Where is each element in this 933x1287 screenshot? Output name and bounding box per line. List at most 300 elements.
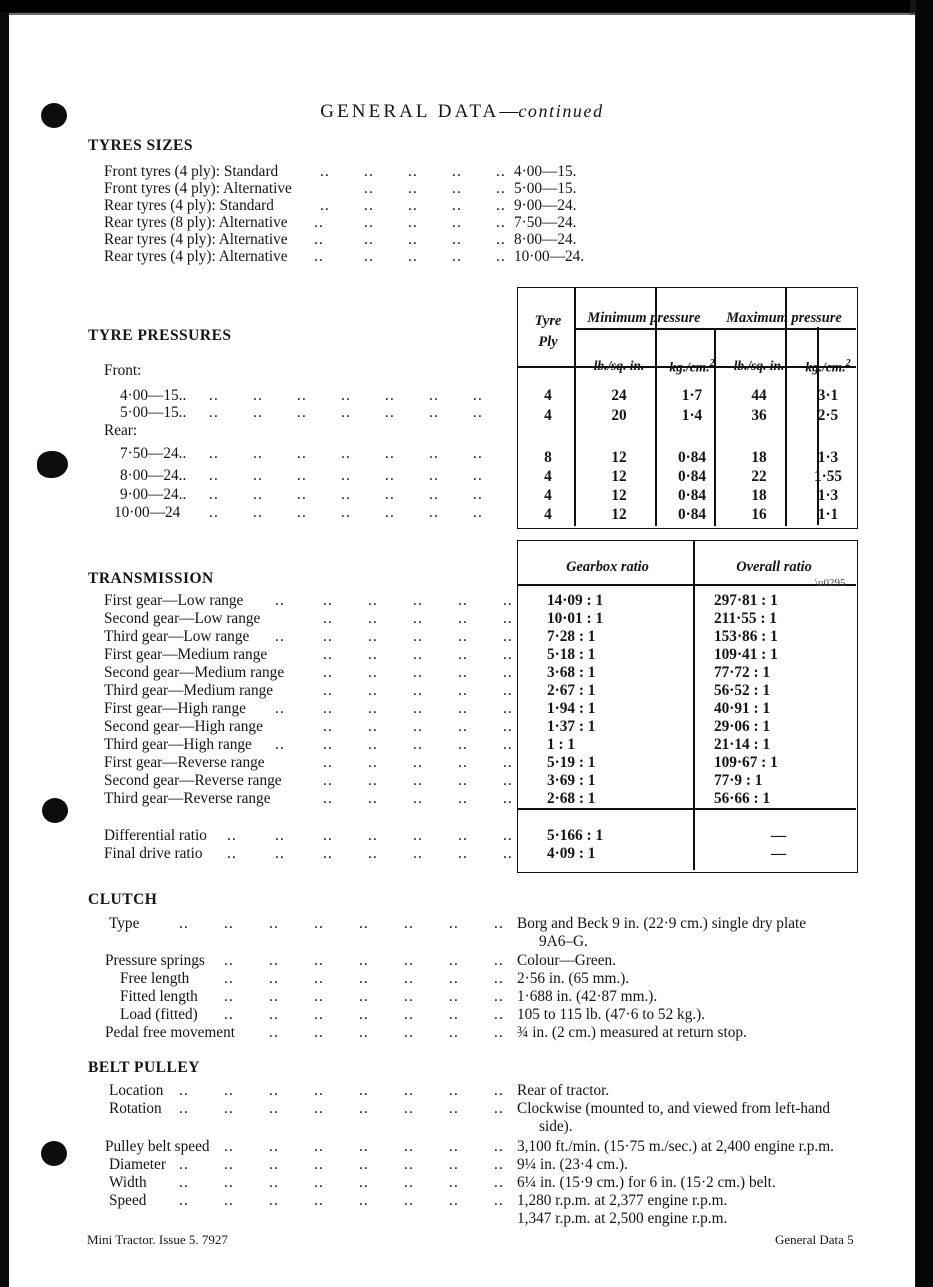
section-heading-clutch: CLUTCH [88, 891, 158, 908]
belt-pulley-value-1-line2: side). [539, 1118, 573, 1135]
leader-dots: .. [227, 827, 238, 844]
leader-dots: .. [359, 1024, 370, 1041]
leader-dots: .. [269, 1192, 280, 1209]
transmission-label-0: First gear—Low range [104, 592, 244, 609]
leader-dots: .. [458, 592, 469, 609]
leader-dots: .. [314, 988, 325, 1005]
leader-dots: .. [429, 467, 440, 484]
leader-dots: .. [413, 682, 424, 699]
tyre-pressures-label-1: 5·00—15.. [120, 404, 187, 421]
tyre-pressures-sub-min-lb: lb./sq. in. [593, 358, 645, 373]
leader-dots: .. [458, 845, 469, 862]
leader-dots: .. [359, 988, 370, 1005]
page-edge-right [915, 0, 933, 1287]
leader-dots: .. [368, 700, 379, 717]
leader-dots: .. [404, 1100, 415, 1117]
leader-dots: .. [253, 486, 264, 503]
table-cell-overall-ratio: 211·55 : 1 [714, 610, 777, 627]
table-cell-overall-ratio: 153·86 : 1 [714, 628, 778, 645]
leader-dots: .. [224, 1100, 235, 1117]
tyres-sizes-label-3: Rear tyres (8 ply): Alternative [104, 214, 288, 231]
leader-dots: .. [496, 248, 507, 265]
tyres-sizes-value-5: 10·00—24. [514, 248, 585, 265]
leader-dots: .. [413, 646, 424, 663]
tyres-sizes-value-2: 9·00—24. [514, 197, 577, 214]
transmission-label-5: Third gear—Medium range [104, 682, 274, 699]
transmission-extra-label-1: Final drive ratio [104, 845, 203, 862]
table-cell-max-kg: 2·5 [817, 407, 839, 424]
leader-dots: .. [429, 486, 440, 503]
leader-dots: .. [179, 915, 190, 932]
clutch-label-2: Free length [120, 970, 190, 987]
tyre-pressures-label-4: 9·00—24.. [120, 486, 187, 503]
leader-dots: .. [269, 1156, 280, 1173]
leader-dots: .. [496, 197, 507, 214]
leader-dots: .. [275, 736, 286, 753]
belt-pulley-value-2: 3,100 ft./min. (15·75 m./sec.) at 2,400 engine r.p.m. [517, 1138, 834, 1155]
leader-dots: .. [224, 915, 235, 932]
sub-min-kg-exponent: 2 [709, 358, 715, 369]
belt-pulley-value-5: 1,280 r.p.m. at 2,377 engine r.p.m. [517, 1192, 728, 1209]
leader-dots: .. [323, 610, 334, 627]
clutch-label-0: Type [109, 915, 140, 932]
leader-dots: .. [297, 445, 308, 462]
leader-dots: .. [269, 1100, 280, 1117]
leader-dots: .. [368, 845, 379, 862]
leader-dots: .. [449, 1138, 460, 1155]
leader-dots: .. [275, 845, 286, 862]
table-cell-gearbox-ratio: 3·68 : 1 [547, 664, 596, 681]
table-cell-max-kg: 3·1 [817, 387, 839, 404]
sub-max-kg-text: kg./cm. [805, 359, 846, 375]
leader-dots: .. [320, 197, 331, 214]
table-cell-min-kg: 0·84 [677, 506, 707, 523]
tyre-pressures-group-max: Maximum pressure [726, 310, 842, 326]
leader-dots: .. [209, 404, 220, 421]
transmission-label-11: Third gear—Reverse range [104, 790, 271, 807]
table-cell-overall-ratio: 56·66 : 1 [714, 790, 771, 807]
leader-dots: .. [458, 700, 469, 717]
transmission-col-gearbox: Gearbox ratio [566, 559, 649, 575]
leader-dots: .. [179, 1156, 190, 1173]
leader-dots: .. [179, 1174, 190, 1191]
section-heading-belt-pulley: BELT PULLEY [88, 1059, 200, 1076]
page-title-main: GENERAL DATA [320, 101, 500, 122]
leader-dots: .. [297, 486, 308, 503]
table-cell-gearbox-ratio: 1·94 : 1 [547, 700, 596, 717]
leader-dots: .. [368, 754, 379, 771]
leader-dots: .. [496, 180, 507, 197]
leader-dots: .. [413, 790, 424, 807]
tyre-pressures-label-5: 10·00—24 [114, 504, 181, 521]
leader-dots: .. [413, 845, 424, 862]
leader-dots: .. [385, 445, 396, 462]
footer-left: Mini Tractor. Issue 5. 7927 [87, 1232, 228, 1247]
leader-dots: .. [368, 646, 379, 663]
leader-dots: .. [320, 163, 331, 180]
leader-dots: .. [408, 248, 419, 265]
leader-dots: .. [269, 1082, 280, 1099]
leader-dots: .. [496, 231, 507, 248]
clutch-label-3: Fitted length [120, 988, 198, 1005]
leader-dots: .. [224, 1082, 235, 1099]
leader-dots: .. [452, 231, 463, 248]
page-title-continued: continued [518, 101, 604, 121]
table-cell-max-lb: 22 [751, 468, 767, 485]
transmission-label-9: First gear—Reverse range [104, 754, 265, 771]
leader-dots: .. [341, 445, 352, 462]
leader-dots: .. [341, 404, 352, 421]
table-cell-gearbox-ratio: 14·09 : 1 [547, 592, 604, 609]
leader-dots: .. [413, 718, 424, 735]
leader-dots: .. [253, 467, 264, 484]
table-cell-overall-ratio: 109·67 : 1 [714, 754, 778, 771]
tyres-sizes-label-0: Front tyres (4 ply): Standard [104, 163, 279, 180]
leader-dots: .. [224, 1174, 235, 1191]
table-divider [693, 541, 695, 870]
section-heading-tyres-sizes: TYRES SIZES [88, 137, 194, 154]
leader-dots: .. [359, 952, 370, 969]
tyre-pressures-sub-min-kg [657, 358, 727, 375]
leader-dots: .. [473, 467, 484, 484]
leader-dots: .. [494, 952, 505, 969]
table-cell-max-kg: 1·55 [813, 468, 843, 485]
tyres-sizes-label-4: Rear tyres (4 ply): Alternative [104, 231, 288, 248]
leader-dots: .. [368, 790, 379, 807]
leader-dots: .. [494, 1006, 505, 1023]
leader-dots: .. [473, 387, 484, 404]
table-cell-ply: 4 [544, 468, 552, 485]
table-cell-gearbox-ratio: 1 : 1 [547, 736, 576, 753]
leader-dots: .. [359, 1100, 370, 1117]
leader-dots: .. [496, 163, 507, 180]
tyres-sizes-value-4: 8·00—24. [514, 231, 577, 248]
leader-dots: .. [224, 970, 235, 987]
leader-dots: .. [209, 486, 220, 503]
table-cell-min-lb: 20 [611, 407, 627, 424]
clutch-value-3: 1·688 in. (42·87 mm.). [517, 988, 658, 1005]
leader-dots: .. [408, 197, 419, 214]
leader-dots: .. [404, 1192, 415, 1209]
leader-dots: .. [404, 1174, 415, 1191]
leader-dots: .. [323, 754, 334, 771]
leader-dots: .. [473, 486, 484, 503]
leader-dots: .. [494, 915, 505, 932]
leader-dots: .. [297, 387, 308, 404]
clutch-label-4: Load (fitted) [120, 1006, 198, 1023]
leader-dots: .. [323, 700, 334, 717]
table-cell-max-lb: 18 [751, 449, 767, 466]
leader-dots: .. [404, 988, 415, 1005]
leader-dots: .. [359, 970, 370, 987]
table-cell-min-lb: 12 [611, 506, 627, 523]
belt-pulley-label-4: Width [109, 1174, 147, 1191]
leader-dots: .. [503, 718, 514, 735]
transmission-extra-label-0: Differential ratio [104, 827, 207, 844]
leader-dots: .. [227, 845, 238, 862]
tyre-pressures-group-front: Front: [104, 362, 142, 379]
leader-dots: .. [368, 610, 379, 627]
leader-dots: .. [458, 682, 469, 699]
footer-right: General Data 5 [775, 1232, 854, 1247]
table-cell-overall-ratio: 56·52 : 1 [714, 682, 771, 699]
leader-dots: .. [452, 163, 463, 180]
leader-dots: .. [323, 628, 334, 645]
table-cell-max-lb: 36 [751, 407, 767, 424]
leader-dots: .. [385, 467, 396, 484]
leader-dots: .. [269, 970, 280, 987]
leader-dots: .. [179, 1082, 190, 1099]
leader-dots: .. [458, 772, 469, 789]
leader-dots: .. [368, 664, 379, 681]
leader-dots: .. [413, 772, 424, 789]
leader-dots: .. [473, 504, 484, 521]
leader-dots: .. [449, 1156, 460, 1173]
page-title-dash: — [499, 101, 519, 122]
leader-dots: .. [503, 592, 514, 609]
leader-dots: .. [368, 682, 379, 699]
leader-dots: .. [449, 970, 460, 987]
leader-dots: .. [359, 1138, 370, 1155]
leader-dots: .. [359, 1082, 370, 1099]
clutch-value-0: Borg and Beck 9 in. (22·9 cm.) single dry plate [517, 915, 807, 932]
table-cell-ply: 4 [544, 487, 552, 504]
leader-dots: .. [385, 404, 396, 421]
tyre-pressures-group-rear: Rear: [104, 422, 138, 439]
leader-dots: .. [179, 1100, 190, 1117]
table-cell-max-kg: 1·3 [817, 449, 839, 466]
leader-dots: .. [413, 700, 424, 717]
table-cell-min-kg: 0·84 [677, 468, 707, 485]
table-cell-overall-ratio: — [771, 845, 787, 862]
leader-dots: .. [404, 970, 415, 987]
leader-dots: .. [224, 1006, 235, 1023]
leader-dots: .. [314, 1138, 325, 1155]
leader-dots: .. [314, 1192, 325, 1209]
clutch-label-5: Pedal free movement [105, 1024, 235, 1041]
table-cell-overall-ratio: 21·14 : 1 [714, 736, 771, 753]
leader-dots: .. [449, 988, 460, 1005]
leader-dots: .. [404, 1082, 415, 1099]
leader-dots: .. [253, 387, 264, 404]
transmission-label-10: Second gear—Reverse range [104, 772, 282, 789]
leader-dots: .. [341, 504, 352, 521]
leader-dots: .. [458, 646, 469, 663]
leader-dots: .. [224, 1156, 235, 1173]
sub-max-kg-exponent: 2 [845, 358, 851, 369]
leader-dots: .. [494, 1156, 505, 1173]
clutch-value-1: Colour—Green. [517, 952, 616, 969]
table-cell-min-kg: 0·84 [677, 487, 707, 504]
leader-dots: .. [323, 827, 334, 844]
leader-dots: .. [314, 1024, 325, 1041]
leader-dots: .. [314, 1006, 325, 1023]
table-cell-ply: 8 [544, 449, 552, 466]
leader-dots: .. [314, 1156, 325, 1173]
tyres-sizes-value-0: 4·00—15. [514, 163, 577, 180]
table-cell-max-lb: 44 [751, 387, 767, 404]
leader-dots: .. [323, 772, 334, 789]
leader-dots: .. [404, 1138, 415, 1155]
table-cell-max-lb: 16 [751, 506, 767, 523]
stray-pen-mark: \u0295 [815, 577, 846, 589]
leader-dots: .. [269, 1138, 280, 1155]
leader-dots: .. [429, 445, 440, 462]
leader-dots: .. [494, 1138, 505, 1155]
tyres-sizes-value-3: 7·50—24. [514, 214, 577, 231]
transmission-label-4: Second gear—Medium range [104, 664, 285, 681]
leader-dots: .. [404, 915, 415, 932]
leader-dots: .. [413, 610, 424, 627]
leader-dots: .. [323, 664, 334, 681]
leader-dots: .. [503, 736, 514, 753]
leader-dots: .. [408, 231, 419, 248]
leader-dots: .. [314, 970, 325, 987]
belt-pulley-value-5-line2: 1,347 r.p.m. at 2,500 engine r.p.m. [517, 1210, 728, 1227]
leader-dots: .. [368, 772, 379, 789]
leader-dots: .. [297, 467, 308, 484]
belt-pulley-label-0: Location [109, 1082, 164, 1099]
leader-dots: .. [209, 445, 220, 462]
leader-dots: .. [503, 628, 514, 645]
section-heading-tyre-pressures: TYRE PRESSURES [88, 327, 232, 344]
leader-dots: .. [314, 248, 325, 265]
tyre-pressures-label-3: 8·00—24.. [120, 467, 187, 484]
leader-dots: .. [449, 952, 460, 969]
leader-dots: .. [323, 682, 334, 699]
leader-dots: .. [323, 718, 334, 735]
table-rule [518, 584, 856, 586]
tyre-pressures-sub-max-lb: lb./sq. in. [733, 358, 785, 373]
leader-dots: .. [364, 248, 375, 265]
leader-dots: .. [429, 387, 440, 404]
table-cell-ply: 4 [544, 506, 552, 523]
table-cell-gearbox-ratio: 4·09 : 1 [547, 845, 596, 862]
leader-dots: .. [323, 736, 334, 753]
table-cell-max-kg: 1·3 [817, 487, 839, 504]
leader-dots: .. [452, 248, 463, 265]
clutch-value-0-line2: 9A6–G. [539, 933, 588, 950]
table-cell-min-lb: 12 [611, 468, 627, 485]
table-cell-min-kg: 0·84 [677, 449, 707, 466]
section-heading-transmission: TRANSMISSION [88, 570, 214, 587]
leader-dots: .. [275, 628, 286, 645]
leader-dots: .. [413, 664, 424, 681]
tyre-pressures-col-ply-line1: Tyre [534, 313, 562, 329]
leader-dots: .. [503, 682, 514, 699]
leader-dots: .. [269, 1006, 280, 1023]
leader-dots: .. [408, 214, 419, 231]
leader-dots: .. [496, 214, 507, 231]
clutch-label-1: Pressure springs [105, 952, 205, 969]
leader-dots: .. [458, 790, 469, 807]
leader-dots: .. [503, 845, 514, 862]
leader-dots: .. [341, 387, 352, 404]
leader-dots: .. [323, 646, 334, 663]
belt-pulley-label-1: Rotation [109, 1100, 162, 1117]
leader-dots: .. [364, 214, 375, 231]
leader-dots: .. [224, 952, 235, 969]
leader-dots: .. [385, 486, 396, 503]
leader-dots: .. [323, 592, 334, 609]
leader-dots: .. [413, 754, 424, 771]
table-cell-overall-ratio: — [771, 827, 787, 844]
table-cell-gearbox-ratio: 10·01 : 1 [547, 610, 604, 627]
leader-dots: .. [364, 231, 375, 248]
leader-dots: .. [404, 1156, 415, 1173]
belt-pulley-value-4: 6¼ in. (15·9 cm.) for 6 in. (15·2 cm.) belt. [517, 1174, 776, 1191]
leader-dots: .. [297, 504, 308, 521]
leader-dots: .. [341, 467, 352, 484]
leader-dots: .. [314, 952, 325, 969]
leader-dots: .. [314, 1174, 325, 1191]
page-content [9, 15, 915, 1287]
leader-dots: .. [224, 988, 235, 1005]
leader-dots: .. [458, 718, 469, 735]
leader-dots: .. [179, 1192, 190, 1209]
leader-dots: .. [494, 988, 505, 1005]
leader-dots: .. [458, 664, 469, 681]
leader-dots: .. [404, 1006, 415, 1023]
transmission-col-overall: Overall ratio [736, 559, 812, 575]
leader-dots: .. [253, 445, 264, 462]
tyre-pressures-sub-max-kg [793, 358, 863, 375]
clutch-value-2: 2·56 in. (65 mm.). [517, 970, 630, 987]
transmission-label-2: Third gear—Low range [104, 628, 250, 645]
leader-dots: .. [269, 1024, 280, 1041]
table-rule [518, 808, 856, 810]
table-cell-min-lb: 12 [611, 487, 627, 504]
leader-dots: .. [494, 1082, 505, 1099]
leader-dots: .. [494, 970, 505, 987]
leader-dots: .. [503, 827, 514, 844]
leader-dots: .. [364, 197, 375, 214]
belt-pulley-value-3: 9¼ in. (23·4 cm.). [517, 1156, 628, 1173]
table-cell-ply: 4 [544, 407, 552, 424]
leader-dots: .. [503, 610, 514, 627]
leader-dots: .. [364, 180, 375, 197]
table-cell-max-kg: 1·1 [817, 506, 839, 523]
leader-dots: .. [269, 915, 280, 932]
leader-dots: .. [253, 504, 264, 521]
table-cell-overall-ratio: 77·72 : 1 [714, 664, 771, 681]
leader-dots: .. [458, 610, 469, 627]
tyre-pressures-label-0: 4·00—15.. [120, 387, 187, 404]
leader-dots: .. [473, 404, 484, 421]
leader-dots: .. [368, 592, 379, 609]
leader-dots: .. [413, 827, 424, 844]
leader-dots: .. [209, 467, 220, 484]
leader-dots: .. [314, 1082, 325, 1099]
leader-dots: .. [449, 1100, 460, 1117]
leader-dots: .. [275, 700, 286, 717]
table-cell-gearbox-ratio: 7·28 : 1 [547, 628, 596, 645]
leader-dots: .. [458, 827, 469, 844]
tyres-sizes-label-5: Rear tyres (4 ply): Alternative [104, 248, 288, 265]
leader-dots: .. [404, 1024, 415, 1041]
leader-dots: .. [452, 180, 463, 197]
leader-dots: .. [385, 504, 396, 521]
transmission-label-6: First gear—High range [104, 700, 246, 717]
leader-dots: .. [452, 214, 463, 231]
leader-dots: .. [494, 1174, 505, 1191]
table-cell-max-lb: 18 [751, 487, 767, 504]
table-cell-overall-ratio: 77·9 : 1 [714, 772, 763, 789]
leader-dots: .. [359, 1174, 370, 1191]
leader-dots: .. [449, 1082, 460, 1099]
page-edge-left [0, 12, 9, 1287]
leader-dots: .. [368, 628, 379, 645]
